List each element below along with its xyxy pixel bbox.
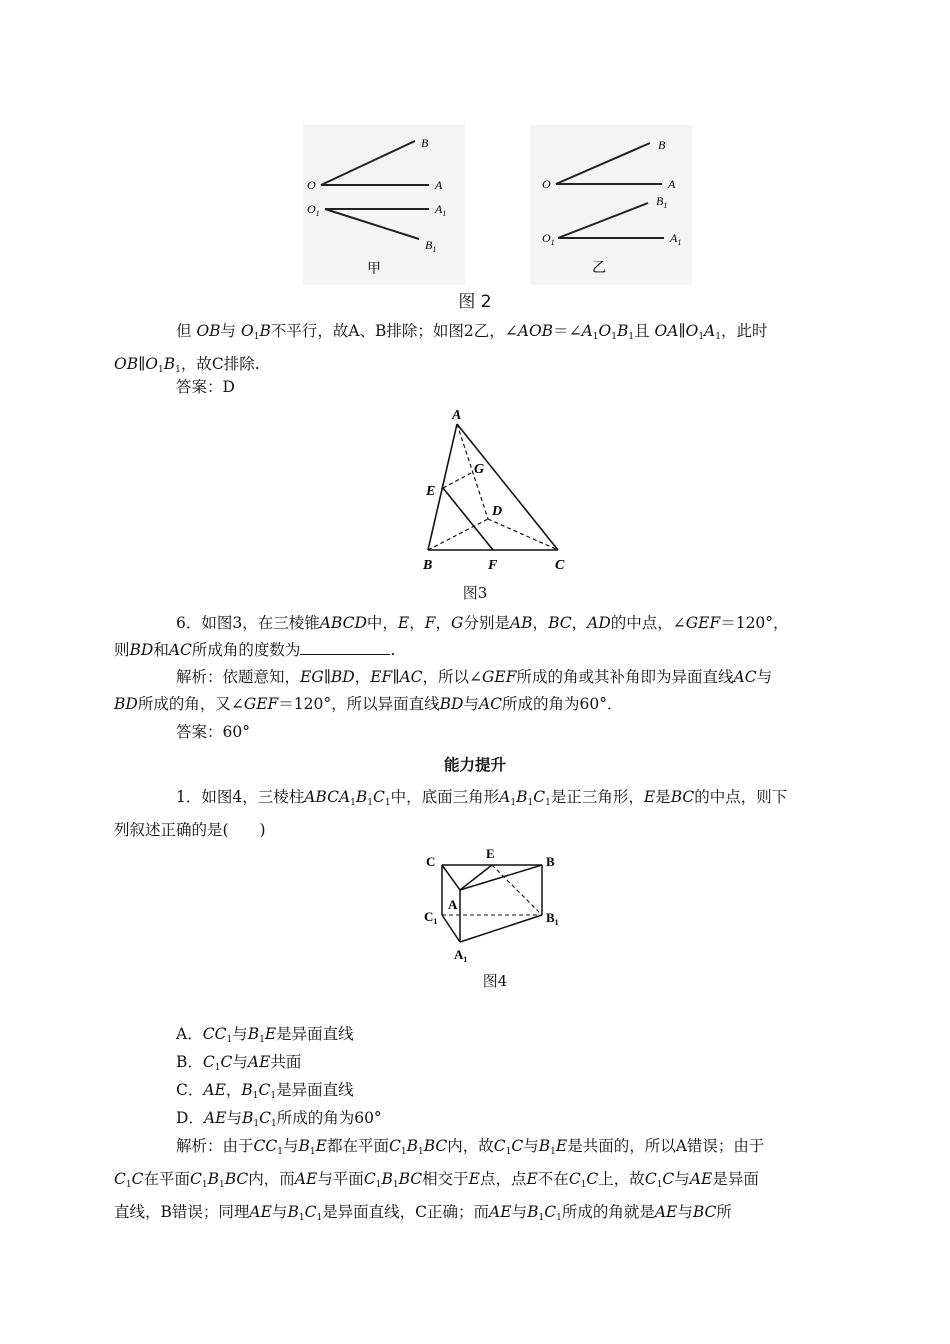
figure-3 bbox=[410, 402, 580, 577]
label-O: O bbox=[542, 177, 551, 191]
figure-2-right-diagram bbox=[530, 125, 692, 285]
edge-AB bbox=[460, 865, 542, 890]
paragraph-fig2-explanation: 但 OB与 $O_1B$不平行，故A、B排除；如图2乙，$\angle AOB=\angle A_1O_1B_1$且 $OA\parallel O_1A_1$，此时 $OB\parallel O_1B_1$，故C排除. bbox=[114, 322, 768, 375]
edge-CA bbox=[442, 865, 460, 890]
label-D: D bbox=[492, 504, 503, 519]
label-F: F bbox=[488, 558, 498, 573]
solution-1: 解析：由于$CC_1$与$B_1E$都在平面$C_1B_1BC$内，故$C_1C$与$B_1E$是共面的，所以A错误；由于 $C_1C$在平面$C_1B_1BC$内，而AE与平面$C_1B_1BC$相交于E点，点E不在$C_1C$上，故$C_1C$与AE是异面 直线，B错误；同理AE与$B_1C_1$是异面直线，C正确；而AE与$B_1C_1$所成的角就是AE与BC所 bbox=[114, 1137, 765, 1223]
option-B: B．$C_1C$与AE共面 bbox=[176, 1053, 302, 1073]
figure-2-left bbox=[303, 125, 465, 285]
segment-OB bbox=[321, 141, 415, 185]
label-A: A bbox=[668, 177, 676, 191]
label-A1: $A_1$ bbox=[670, 231, 682, 247]
label-G: G bbox=[474, 462, 485, 477]
edge-C1A1 bbox=[442, 915, 460, 942]
answer-blank[interactable] bbox=[300, 640, 390, 655]
edge-A1B1 bbox=[460, 915, 542, 942]
segment-OB bbox=[556, 143, 650, 184]
label-C: C bbox=[426, 854, 436, 869]
option-A: A．$CC_1$与$B_1E$是异面直线 bbox=[176, 1025, 354, 1045]
answer-1: 答案：D bbox=[176, 378, 235, 396]
label-B: B bbox=[658, 138, 666, 152]
label-A1: $A_1$ bbox=[454, 947, 468, 964]
label-A1: $A_1$ bbox=[435, 202, 447, 218]
solution-6: 解析：依题意知，EG∥BD，EF∥AC，所以∠GEF所成的角或其补角即为异面直线AC与 BD所成的角，又∠GEF＝120°，所以异面直线BD与AC所成的角为60°． bbox=[114, 668, 773, 713]
label-A: A bbox=[435, 178, 443, 192]
figure-2-caption: 图 2 bbox=[458, 292, 492, 312]
figure-3-caption: 图3 bbox=[462, 584, 488, 602]
figure-3-diagram bbox=[410, 402, 580, 577]
edge-EG bbox=[443, 472, 473, 488]
label-B1: $B_1$ bbox=[546, 910, 559, 927]
edge-AE bbox=[460, 865, 492, 890]
figure-2-right bbox=[530, 125, 692, 285]
figure-4 bbox=[420, 845, 570, 965]
label-O: O bbox=[307, 178, 316, 192]
question-1: 1．如图4，三棱柱$ABCA_1B_1C_1$中，底面三角形$A_1B_1C_1$是正三角形，E是BC的中点，则下 列叙述正确的是( ) bbox=[114, 788, 788, 839]
label-C1: $C_1$ bbox=[424, 909, 438, 926]
label-B: B bbox=[546, 854, 555, 869]
label-C: C bbox=[555, 558, 565, 573]
edge-BD bbox=[428, 519, 488, 550]
figure-2-left-diagram bbox=[303, 125, 465, 285]
option-C: C．AE，$B_1C_1$是异面直线 bbox=[176, 1081, 354, 1101]
section-title: 能力提升 bbox=[443, 755, 506, 774]
label-E: E bbox=[486, 846, 495, 861]
edge-DC bbox=[488, 519, 558, 550]
figure-4-diagram bbox=[420, 845, 570, 965]
segment-O1B1 bbox=[558, 203, 648, 238]
label-O1: $O_1$ bbox=[542, 231, 555, 247]
edge-EF bbox=[443, 488, 493, 550]
caption-jia: 甲 bbox=[367, 262, 381, 277]
edge-AC bbox=[457, 424, 558, 550]
figure-4-caption: 图4 bbox=[482, 972, 508, 990]
question-6: 6．如图3，在三棱锥ABCD中，E，F，G分别是AB，BC，AD的中点，∠GEF＝120°， 则BD和AC所成角的度数为 . bbox=[114, 614, 789, 659]
label-B: B bbox=[421, 136, 429, 150]
caption-yi: 乙 bbox=[592, 261, 606, 276]
label-B1: $B_1$ bbox=[425, 238, 437, 254]
option-D: D．AE与$B_1C_1$所成的角为60° bbox=[176, 1109, 382, 1129]
label-B: B bbox=[423, 558, 433, 573]
label-O1: $O_1$ bbox=[307, 202, 320, 218]
label-A: A bbox=[448, 897, 458, 912]
answer-6: 答案：60° bbox=[176, 723, 250, 741]
label-E: E bbox=[426, 484, 436, 499]
label-A: A bbox=[452, 408, 462, 423]
label-B1: $B_1$ bbox=[656, 194, 668, 210]
segment-O1B1 bbox=[325, 209, 419, 239]
